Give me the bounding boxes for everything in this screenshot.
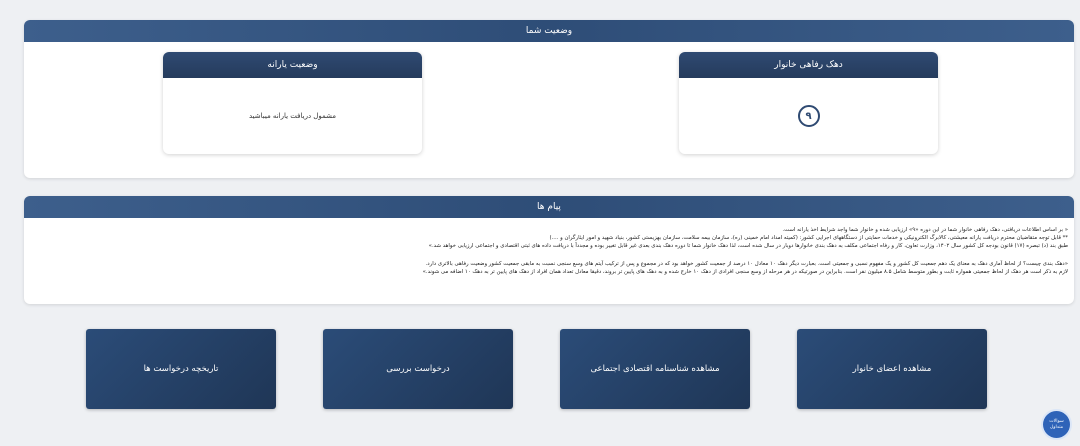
- messages-body: [24, 218, 1074, 276]
- status-panel-title: وضعیت شما: [24, 20, 1074, 42]
- welfare-decile-title: دهک رفاهی خانوار: [679, 52, 938, 78]
- message-line: « بر اساس اطلاعات دریافتی، دهک رفاهی خانوار شما در این دوره «۹» ارزیابی شده و خانوار شما واجد شرایط اخذ یارانه است.: [782, 227, 1068, 233]
- message-line: طبق بند (د) تبصره (۱۷) قانون بودجه کل کشور سال ۱۴۰۲، وزارت تعاون، کار و رفاه اجتماعی مکلف به دهک بندی خانوارها دوبار در سال شده است، لذا دهک خانوار شما تا دوره دهک بندی بعدی غیر قابل تغییر بوده و مجدداً با دریافت داده های ثبتی اقتصادی و اجتماعی ارزیابی خواهد شد.»: [428, 243, 1068, 249]
- subsidy-status-card: [163, 52, 422, 154]
- review-request-button[interactable]: درخواست بررسی: [323, 329, 513, 409]
- faq-label-line2: متداول: [1049, 424, 1064, 430]
- welfare-decile-badge: [798, 105, 820, 127]
- messages-panel-title: پیام ها: [24, 196, 1074, 218]
- status-panel: [24, 20, 1074, 178]
- view-socioeconomic-id-button[interactable]: مشاهده شناسنامه اقتصادی اجتماعی: [560, 329, 750, 409]
- message-line: لازم به ذکر است هر دهک از لحاظ جمعیتی همواره ثابت و بطور متوسط شامل ۸.۵ میلیون نفر است. بنابراین در صورتیکه در هر مرحله از وسع سنجی افرادی از دهک ۱۰ خارج شده و به دهک های پایین تر بروند، دقیقا معادل تعداد همان افراد از دهک های پایین تر به دهک ۱۰ اضافه می شوند.»: [422, 269, 1068, 275]
- message-line: ** قابل توجه متقاضیان محترم دریافت یارانه معیشتی، کالابرگ الکترونیکی و خدمات حمایتی از دستگاههای اجرایی کشور: (کمیته امداد امام خمینی (ره)، سازمان بیمه سلامت، سازمان بهزیستی کشور، بنیاد شهید و امور ایثارگران و ....): [549, 235, 1068, 241]
- welfare-decile-card: [679, 52, 938, 154]
- welfare-decile-value: ۹: [805, 110, 812, 122]
- view-household-members-button[interactable]: مشاهده اعضای خانوار: [797, 329, 987, 409]
- subsidy-status-title: وضعیت یارانه: [163, 52, 422, 78]
- faq-label-line1: سوالات: [1049, 418, 1064, 424]
- request-history-button[interactable]: تاریخچه درخواست ها: [86, 329, 276, 409]
- subsidy-status-text: مشمول دریافت یارانه میباشید: [248, 112, 337, 120]
- messages-panel: [24, 196, 1074, 304]
- message-line: «دهک بندی چیست؟ از لحاظ آماری دهک به معنای یک دهم جمعیت کل کشور و یک مفهوم نسبی و جمعیتی است. بعبارت دیگر دهک ۱۰ معادل ۱۰ درصد از جمعیت کشور خواهد بود که در مجموع و پس از ترکیب آیتم های وسع سنجی نسبت به مابقی جمعیت کشور وضعیت رفاهی بالاتری دارد.: [425, 261, 1068, 267]
- faq-button[interactable]: [1043, 411, 1070, 438]
